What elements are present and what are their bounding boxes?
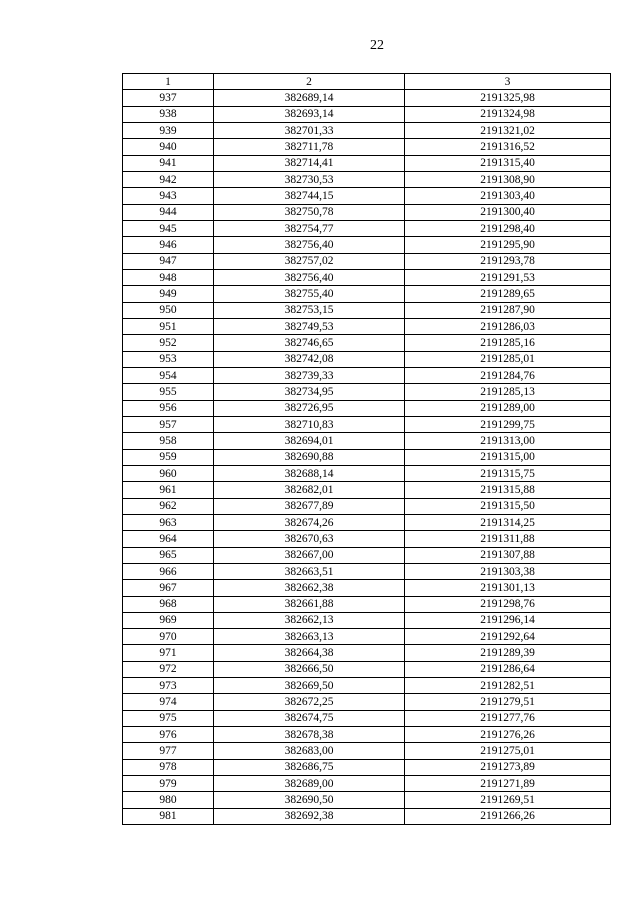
table-row <box>123 400 611 416</box>
x-coordinate-cell: 382734,95 <box>214 384 405 400</box>
point-number-cell: 974 <box>123 694 214 710</box>
point-number-cell: 977 <box>123 743 214 759</box>
table-row <box>123 449 611 465</box>
y-coordinate-cell: 2191271,89 <box>405 776 611 792</box>
table-row <box>123 694 611 710</box>
point-number-cell: 946 <box>123 237 214 253</box>
y-coordinate-cell: 2191308,90 <box>405 171 611 187</box>
point-number-cell: 942 <box>123 171 214 187</box>
y-coordinate-cell: 2191286,03 <box>405 318 611 334</box>
point-number-cell: 955 <box>123 384 214 400</box>
point-number-cell: 941 <box>123 155 214 171</box>
y-coordinate-cell: 2191315,75 <box>405 465 611 481</box>
x-coordinate-cell: 382690,50 <box>214 792 405 808</box>
point-number-cell: 964 <box>123 531 214 547</box>
y-coordinate-cell: 2191282,51 <box>405 678 611 694</box>
y-coordinate-cell: 2191298,76 <box>405 596 611 612</box>
table-row <box>123 596 611 612</box>
table-row <box>123 302 611 318</box>
point-number-cell: 979 <box>123 776 214 792</box>
y-coordinate-cell: 2191289,65 <box>405 286 611 302</box>
point-number-cell: 938 <box>123 106 214 122</box>
point-number-cell: 958 <box>123 433 214 449</box>
table-row <box>123 743 611 759</box>
point-number-cell: 943 <box>123 188 214 204</box>
point-number-cell: 973 <box>123 678 214 694</box>
table-row <box>123 514 611 530</box>
y-coordinate-cell: 2191285,16 <box>405 335 611 351</box>
y-coordinate-cell: 2191314,25 <box>405 514 611 530</box>
y-coordinate-cell: 2191315,50 <box>405 498 611 514</box>
y-coordinate-cell: 2191325,98 <box>405 90 611 106</box>
x-coordinate-cell: 382689,00 <box>214 776 405 792</box>
x-coordinate-cell: 382678,38 <box>214 727 405 743</box>
y-coordinate-cell: 2191295,90 <box>405 237 611 253</box>
table-row <box>123 253 611 269</box>
table-row <box>123 384 611 400</box>
point-number-cell: 952 <box>123 335 214 351</box>
table-row <box>123 171 611 187</box>
x-coordinate-cell: 382750,78 <box>214 204 405 220</box>
x-coordinate-cell: 382694,01 <box>214 433 405 449</box>
table-row <box>123 155 611 171</box>
y-coordinate-cell: 2191307,88 <box>405 547 611 563</box>
table-row <box>123 808 611 824</box>
x-coordinate-cell: 382756,40 <box>214 269 405 285</box>
point-number-cell: 947 <box>123 253 214 269</box>
y-coordinate-cell: 2191279,51 <box>405 694 611 710</box>
table-row <box>123 204 611 220</box>
x-coordinate-cell: 382755,40 <box>214 286 405 302</box>
point-number-cell: 940 <box>123 139 214 155</box>
point-number-cell: 976 <box>123 727 214 743</box>
x-coordinate-cell: 382749,53 <box>214 318 405 334</box>
x-coordinate-cell: 382714,41 <box>214 155 405 171</box>
table-row <box>123 269 611 285</box>
table-row <box>123 482 611 498</box>
x-coordinate-cell: 382667,00 <box>214 547 405 563</box>
point-number-cell: 950 <box>123 302 214 318</box>
point-number-cell: 981 <box>123 808 214 824</box>
table-row <box>123 351 611 367</box>
x-coordinate-cell: 382674,75 <box>214 710 405 726</box>
point-number-cell: 970 <box>123 629 214 645</box>
header-col-3: 3 <box>405 74 611 90</box>
y-coordinate-cell: 2191289,39 <box>405 645 611 661</box>
y-coordinate-cell: 2191303,40 <box>405 188 611 204</box>
point-number-cell: 948 <box>123 269 214 285</box>
header-col-1: 1 <box>123 74 214 90</box>
table-row <box>123 612 611 628</box>
y-coordinate-cell: 2191321,02 <box>405 122 611 138</box>
table-row <box>123 335 611 351</box>
table-row <box>123 90 611 106</box>
x-coordinate-cell: 382754,77 <box>214 220 405 236</box>
x-coordinate-cell: 382746,65 <box>214 335 405 351</box>
x-coordinate-cell: 382710,83 <box>214 416 405 432</box>
point-number-cell: 956 <box>123 400 214 416</box>
x-coordinate-cell: 382726,95 <box>214 400 405 416</box>
x-coordinate-cell: 382669,50 <box>214 678 405 694</box>
x-coordinate-cell: 382666,50 <box>214 661 405 677</box>
y-coordinate-cell: 2191291,53 <box>405 269 611 285</box>
y-coordinate-cell: 2191285,13 <box>405 384 611 400</box>
table-row <box>123 367 611 383</box>
y-coordinate-cell: 2191300,40 <box>405 204 611 220</box>
point-number-cell: 963 <box>123 514 214 530</box>
x-coordinate-cell: 382663,13 <box>214 629 405 645</box>
x-coordinate-cell: 382756,40 <box>214 237 405 253</box>
x-coordinate-cell: 382682,01 <box>214 482 405 498</box>
point-number-cell: 962 <box>123 498 214 514</box>
y-coordinate-cell: 2191286,64 <box>405 661 611 677</box>
y-coordinate-cell: 2191313,00 <box>405 433 611 449</box>
y-coordinate-cell: 2191315,00 <box>405 449 611 465</box>
header-col-2: 2 <box>214 74 405 90</box>
table-row <box>123 433 611 449</box>
x-coordinate-cell: 382677,89 <box>214 498 405 514</box>
table-row <box>123 139 611 155</box>
table-row <box>123 547 611 563</box>
y-coordinate-cell: 2191293,78 <box>405 253 611 269</box>
y-coordinate-cell: 2191299,75 <box>405 416 611 432</box>
point-number-cell: 978 <box>123 759 214 775</box>
table-row <box>123 498 611 514</box>
x-coordinate-cell: 382753,15 <box>214 302 405 318</box>
table-row <box>123 122 611 138</box>
table-row <box>123 727 611 743</box>
table-row <box>123 776 611 792</box>
table-row <box>123 220 611 236</box>
x-coordinate-cell: 382711,78 <box>214 139 405 155</box>
point-number-cell: 949 <box>123 286 214 302</box>
y-coordinate-cell: 2191287,90 <box>405 302 611 318</box>
y-coordinate-cell: 2191266,26 <box>405 808 611 824</box>
point-number-cell: 972 <box>123 661 214 677</box>
point-number-cell: 968 <box>123 596 214 612</box>
table-row <box>123 661 611 677</box>
point-number-cell: 959 <box>123 449 214 465</box>
point-number-cell: 951 <box>123 318 214 334</box>
x-coordinate-cell: 382661,88 <box>214 596 405 612</box>
point-number-cell: 945 <box>123 220 214 236</box>
x-coordinate-cell: 382692,38 <box>214 808 405 824</box>
table-row <box>123 759 611 775</box>
table-row <box>123 563 611 579</box>
x-coordinate-cell: 382662,38 <box>214 580 405 596</box>
table-row <box>123 792 611 808</box>
table-row <box>123 531 611 547</box>
x-coordinate-cell: 382739,33 <box>214 367 405 383</box>
y-coordinate-cell: 2191311,88 <box>405 531 611 547</box>
x-coordinate-cell: 382689,14 <box>214 90 405 106</box>
table-row <box>123 286 611 302</box>
y-coordinate-cell: 2191298,40 <box>405 220 611 236</box>
table-row <box>123 580 611 596</box>
x-coordinate-cell: 382683,00 <box>214 743 405 759</box>
point-number-cell: 980 <box>123 792 214 808</box>
y-coordinate-cell: 2191315,88 <box>405 482 611 498</box>
y-coordinate-cell: 2191285,01 <box>405 351 611 367</box>
point-number-cell: 937 <box>123 90 214 106</box>
x-coordinate-cell: 382757,02 <box>214 253 405 269</box>
table-row <box>123 678 611 694</box>
table-row <box>123 629 611 645</box>
y-coordinate-cell: 2191316,52 <box>405 139 611 155</box>
point-number-cell: 954 <box>123 367 214 383</box>
table-row <box>123 106 611 122</box>
point-number-cell: 969 <box>123 612 214 628</box>
x-coordinate-cell: 382674,26 <box>214 514 405 530</box>
x-coordinate-cell: 382742,08 <box>214 351 405 367</box>
point-number-cell: 939 <box>123 122 214 138</box>
coordinates-table <box>122 73 611 825</box>
x-coordinate-cell: 382690,88 <box>214 449 405 465</box>
y-coordinate-cell: 2191315,40 <box>405 155 611 171</box>
y-coordinate-cell: 2191292,64 <box>405 629 611 645</box>
x-coordinate-cell: 382701,33 <box>214 122 405 138</box>
point-number-cell: 960 <box>123 465 214 481</box>
x-coordinate-cell: 382688,14 <box>214 465 405 481</box>
point-number-cell: 957 <box>123 416 214 432</box>
y-coordinate-cell: 2191324,98 <box>405 106 611 122</box>
table-body <box>123 90 611 825</box>
table-row <box>123 188 611 204</box>
point-number-cell: 944 <box>123 204 214 220</box>
x-coordinate-cell: 382662,13 <box>214 612 405 628</box>
y-coordinate-cell: 2191269,51 <box>405 792 611 808</box>
table-row <box>123 645 611 661</box>
table-row <box>123 465 611 481</box>
y-coordinate-cell: 2191301,13 <box>405 580 611 596</box>
point-number-cell: 953 <box>123 351 214 367</box>
table-row <box>123 416 611 432</box>
point-number-cell: 975 <box>123 710 214 726</box>
x-coordinate-cell: 382672,25 <box>214 694 405 710</box>
point-number-cell: 967 <box>123 580 214 596</box>
y-coordinate-cell: 2191284,76 <box>405 367 611 383</box>
y-coordinate-cell: 2191296,14 <box>405 612 611 628</box>
x-coordinate-cell: 382744,15 <box>214 188 405 204</box>
x-coordinate-cell: 382663,51 <box>214 563 405 579</box>
x-coordinate-cell: 382693,14 <box>214 106 405 122</box>
table-header-row <box>123 74 611 90</box>
page-number: 22 <box>370 38 384 53</box>
y-coordinate-cell: 2191289,00 <box>405 400 611 416</box>
x-coordinate-cell: 382670,63 <box>214 531 405 547</box>
point-number-cell: 961 <box>123 482 214 498</box>
y-coordinate-cell: 2191277,76 <box>405 710 611 726</box>
point-number-cell: 971 <box>123 645 214 661</box>
table-row <box>123 710 611 726</box>
point-number-cell: 966 <box>123 563 214 579</box>
y-coordinate-cell: 2191276,26 <box>405 727 611 743</box>
y-coordinate-cell: 2191273,89 <box>405 759 611 775</box>
x-coordinate-cell: 382664,38 <box>214 645 405 661</box>
y-coordinate-cell: 2191275,01 <box>405 743 611 759</box>
y-coordinate-cell: 2191303,38 <box>405 563 611 579</box>
table-row <box>123 318 611 334</box>
point-number-cell: 965 <box>123 547 214 563</box>
x-coordinate-cell: 382730,53 <box>214 171 405 187</box>
x-coordinate-cell: 382686,75 <box>214 759 405 775</box>
table-row <box>123 237 611 253</box>
